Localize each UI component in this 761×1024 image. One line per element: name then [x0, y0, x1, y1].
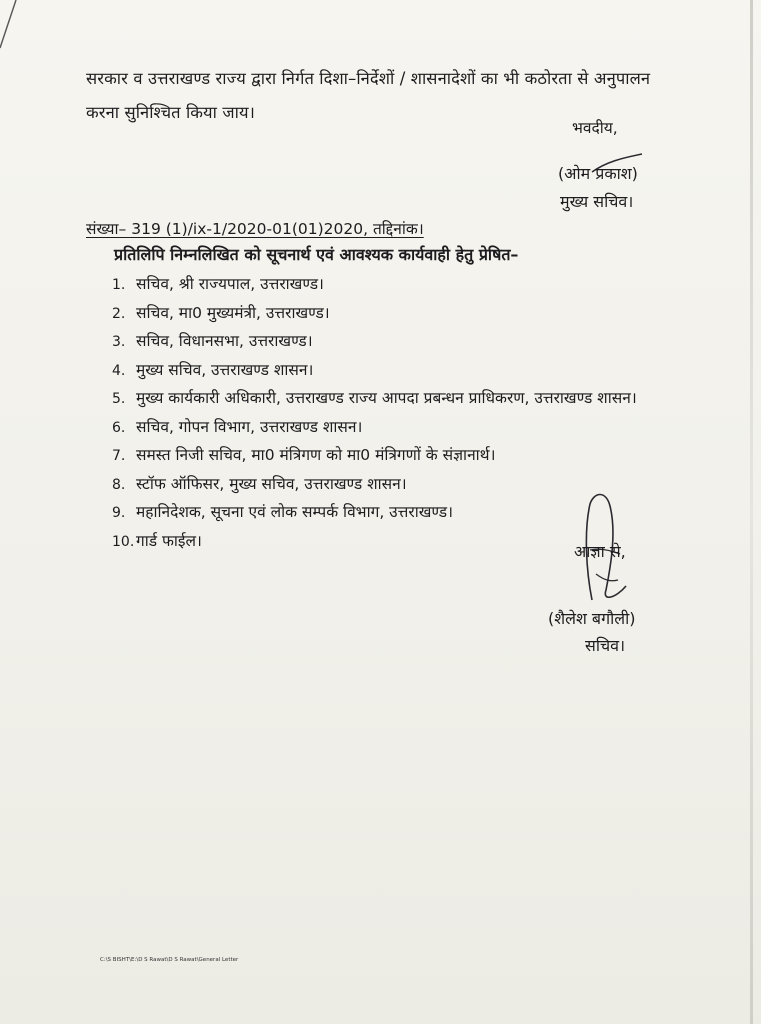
list-item [112, 527, 637, 556]
item-number: 10. [112, 533, 135, 550]
corner-fold-line [0, 0, 40, 60]
secretary-designation: सचिव। [585, 636, 626, 655]
copy-to-intro: प्रतिलिपि निम्नलिखित को सूचनार्थ एवं आवश्यक कार्यवाही हेतु प्रेषित– [114, 245, 519, 264]
secretary-name: (शैलेश बगौली) [548, 609, 636, 628]
item-text: मुख्य सचिव, उत्तराखण्ड शासन। [136, 360, 314, 379]
reference-number: संख्या– 319 (1)/ix-1/2020-01(01)2020, तद्दिनांक। [86, 220, 424, 238]
distribution-list [112, 270, 637, 555]
item-number: 2. [112, 305, 126, 322]
item-text: मुख्य कार्यकारी अधिकारी, उत्तराखण्ड राज्य आपदा प्रबन्धन प्राधिकरण, उत्तराखण्ड शासन। [136, 389, 637, 407]
list-item [112, 470, 637, 499]
list-item [112, 299, 637, 328]
item-number: 3. [112, 334, 126, 350]
item-text: सचिव, विधानसभा, उत्तराखण्ड। [136, 332, 313, 350]
closing-text: भवदीय, [572, 119, 618, 137]
item-number: 5. [112, 391, 126, 407]
item-number: 4. [112, 362, 126, 379]
list-item [112, 498, 637, 527]
list-item [112, 384, 637, 413]
body-line-2: करना सुनिश्चित किया जाय। [86, 103, 255, 122]
list-item [112, 270, 637, 299]
list-item [112, 441, 637, 470]
paper-edge [750, 0, 753, 1024]
body-line-1: सरकार व उत्तराखण्ड राज्य द्वारा निर्गत दिशा–निर्देशों / शासनादेशों का भी कठोरता से अनुपालन [86, 69, 651, 88]
item-text: सचिव, श्री राज्यपाल, उत्तराखण्ड। [136, 275, 324, 293]
list-item [112, 413, 637, 442]
item-number: 7. [112, 448, 126, 464]
item-text: स्टॉफ ऑफिसर, मुख्य सचिव, उत्तराखण्ड शासन। [136, 474, 407, 493]
item-text: सचिव, मा0 मुख्यमंत्री, उत्तराखण्ड। [136, 303, 330, 322]
item-text: सचिव, गोपन विभाग, उत्तराखण्ड शासन। [136, 417, 363, 436]
list-item [112, 327, 637, 356]
by-order-text: आज्ञा से, [574, 542, 626, 561]
list-item [112, 356, 637, 385]
signatory-designation: मुख्य सचिव। [560, 192, 634, 211]
item-number: 9. [112, 505, 126, 521]
item-text: गार्ड फाईल। [136, 531, 202, 550]
file-path-footer: C:\S BISHT\E:\D S Rawat\D S Rawat\General Letter [100, 957, 239, 963]
item-text: महानिदेशक, सूचना एवं लोक सम्पर्क विभाग, उत्तराखण्ड। [136, 503, 453, 521]
signatory-name: (ओम प्रकाश) [558, 164, 638, 183]
item-number: 6. [112, 419, 126, 436]
item-number: 8. [112, 476, 126, 493]
item-text: समस्त निजी सचिव, मा0 मंत्रिगण को मा0 मंत्रिगणों के संज्ञानार्थ। [136, 446, 496, 464]
item-number: 1. [112, 277, 126, 293]
